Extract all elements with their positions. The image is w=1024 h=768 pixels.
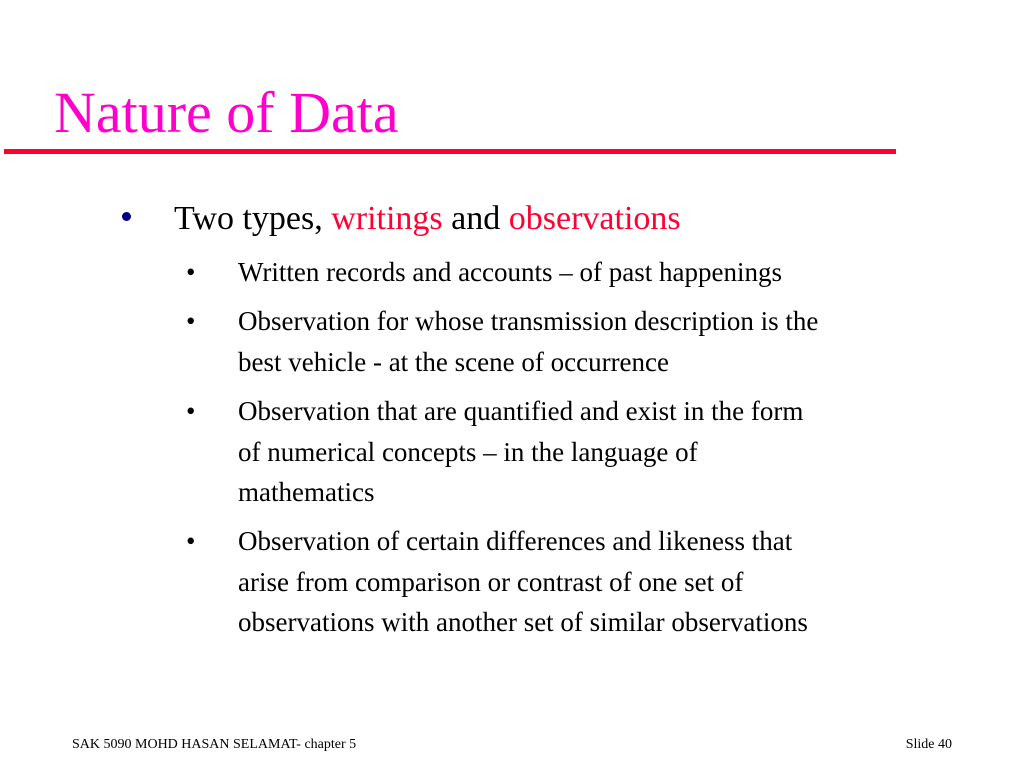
sub-point-line: Observation for whose transmission description is the xyxy=(238,306,819,336)
slide-title: Nature of Data xyxy=(54,80,399,145)
sub-point-line: Written records and accounts – of past happenings xyxy=(238,257,782,287)
level1-connector: and xyxy=(442,200,509,237)
sub-point-4 xyxy=(238,521,998,643)
bullet-icon: • xyxy=(186,257,196,287)
sub-point-1 xyxy=(238,252,998,293)
slide-number: Slide 40 xyxy=(905,737,952,752)
bullet-icon: • xyxy=(186,396,196,426)
term-observations: observations xyxy=(508,200,681,237)
sub-point-line: observations with another set of similar observations xyxy=(238,607,808,637)
sub-point-line: of numerical concepts – in the language of xyxy=(238,436,698,467)
bullet-icon: • xyxy=(186,526,196,556)
term-writings: writings xyxy=(331,200,443,237)
sub-point-line: Observation that are quantified and exist in the form xyxy=(238,396,804,426)
level1-point xyxy=(174,196,681,242)
sub-point-line: mathematics xyxy=(238,477,375,507)
sub-point-line: arise from comparison or contrast of one set of xyxy=(238,566,744,597)
level1-prefix: Two types, xyxy=(174,200,332,237)
sub-point-line: Observation of certain differences and likeness that xyxy=(238,526,793,556)
sub-point-3 xyxy=(238,391,998,513)
sub-point-2 xyxy=(238,301,998,382)
sub-point-line: best vehicle - at the scene of occurrence xyxy=(238,346,670,377)
footer-course-info: SAK 5090 MOHD HASAN SELAMAT- chapter 5 xyxy=(72,737,357,752)
level1-bullet-icon xyxy=(122,212,131,221)
bullet-icon: • xyxy=(186,306,196,336)
